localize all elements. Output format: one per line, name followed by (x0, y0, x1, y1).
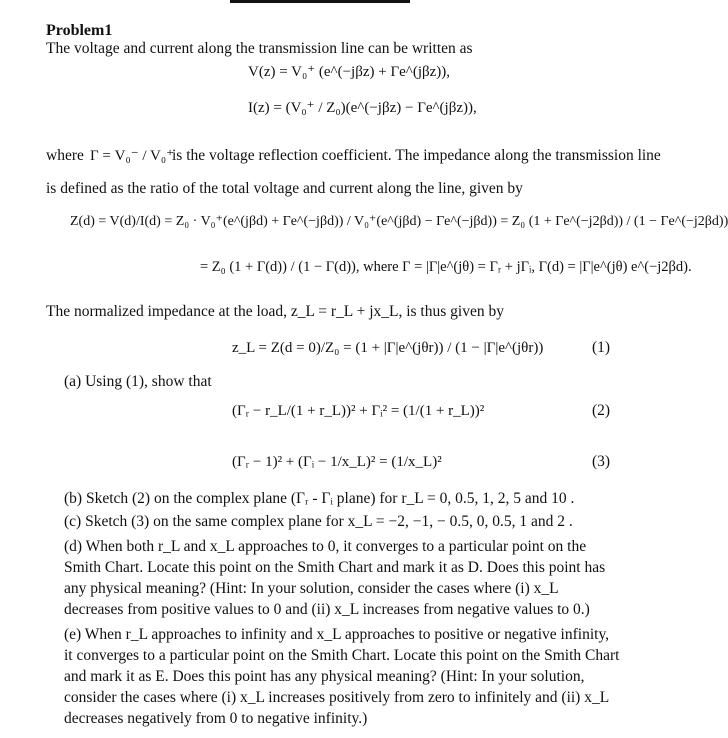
equation-impedance: Z(d) = V(d)/I(d) = Z₀ · V₀⁺(e^(jβd) + Γe^(−jβd)) / V₀⁺(e^(jβd) − Γe^(−jβd)) = Z₀ (1 + Γe^(−j2βd)) / (1 − Γe^(−j2βd)) (70, 214, 728, 229)
equation-impedance-gamma: = Z₀ (1 + Γ(d)) / (1 − Γ(d)), where Γ = |Γ|e^(jθ) = Γᵣ + jΓᵢ, Γ(d) = |Γ|e^(jθ) e^(−j2βd). (200, 259, 692, 275)
part-e-text: (e) When r_L approaches to infinity and x_L approaches to positive or negative infinity, it converges to a particular point on the Smith Chart. Locate this point on the Smith Chart and mark it as E. Does this point has any physical meaning? (Hint: In your solution, consider the cases where (i) x_L increases positively from zero to infinitely and (ii) x_L decreases negatively from 0 to negative infinity.) (64, 626, 620, 727)
equation-2-number: (2) (592, 402, 611, 419)
problem-title: Problem1 (46, 22, 113, 39)
equation-3-number: (3) (592, 453, 611, 470)
equation-voltage: V(z) = V₀⁺ (e^(−jβz) + Γe^(jβz)), (248, 64, 451, 80)
gamma-definition: Γ = V₀⁻ / V₀⁺ (90, 148, 174, 164)
top-rule (230, 0, 410, 3)
equation-1: z_L = Z(d = 0)/Z₀ = (1 + |Γ|e^(jθr)) / (1 − |Γ|e^(jθr)) (232, 340, 544, 356)
part-a-text: (a) Using (1), show that (64, 373, 212, 390)
equation-3: (Γᵣ − 1)² + (Γᵢ − 1/x_L)² = (1/x_L)² (232, 454, 442, 470)
equation-2: (Γᵣ − r_L/(1 + r_L))² + Γᵢ² = (1/(1 + r_L))² (232, 403, 485, 419)
reflection-text: is the voltage reflection coefficient. The impedance along the transmission line (172, 147, 661, 164)
where-label: where (46, 147, 84, 164)
part-c-text: (c) Sketch (3) on the same complex plane for x_L = −2, −1, − 0.5, 0, 0.5, 1 and 2 . (64, 513, 573, 530)
intro-text: The voltage and current along the transmission line can be written as (46, 40, 473, 57)
part-b-text: (b) Sketch (2) on the complex plane (Γᵣ - Γᵢ plane) for r_L = 0, 0.5, 1, 2, 5 and 10 . (64, 490, 575, 507)
normalized-intro-text: The normalized impedance at the load, z_L = r_L + jx_L, is thus given by (46, 303, 504, 320)
equation-current: I(z) = (V₀⁺ / Z₀)(e^(−jβz) − Γe^(jβz)), (248, 100, 477, 116)
impedance-intro-text: is defined as the ratio of the total voltage and current along the line, given by (46, 180, 523, 197)
part-d-text: (d) When both r_L and x_L approaches to 0, it converges to a particular point on the Smith Chart. Locate this point on the Smith Chart and mark it as D. Does this point has any physical meaning? (Hint: In your solution, consider the cases where (i) x_L decreases from positive values to 0 and (ii) x_L increases from negative values to 0.) (64, 538, 606, 618)
equation-1-number: (1) (592, 339, 611, 356)
